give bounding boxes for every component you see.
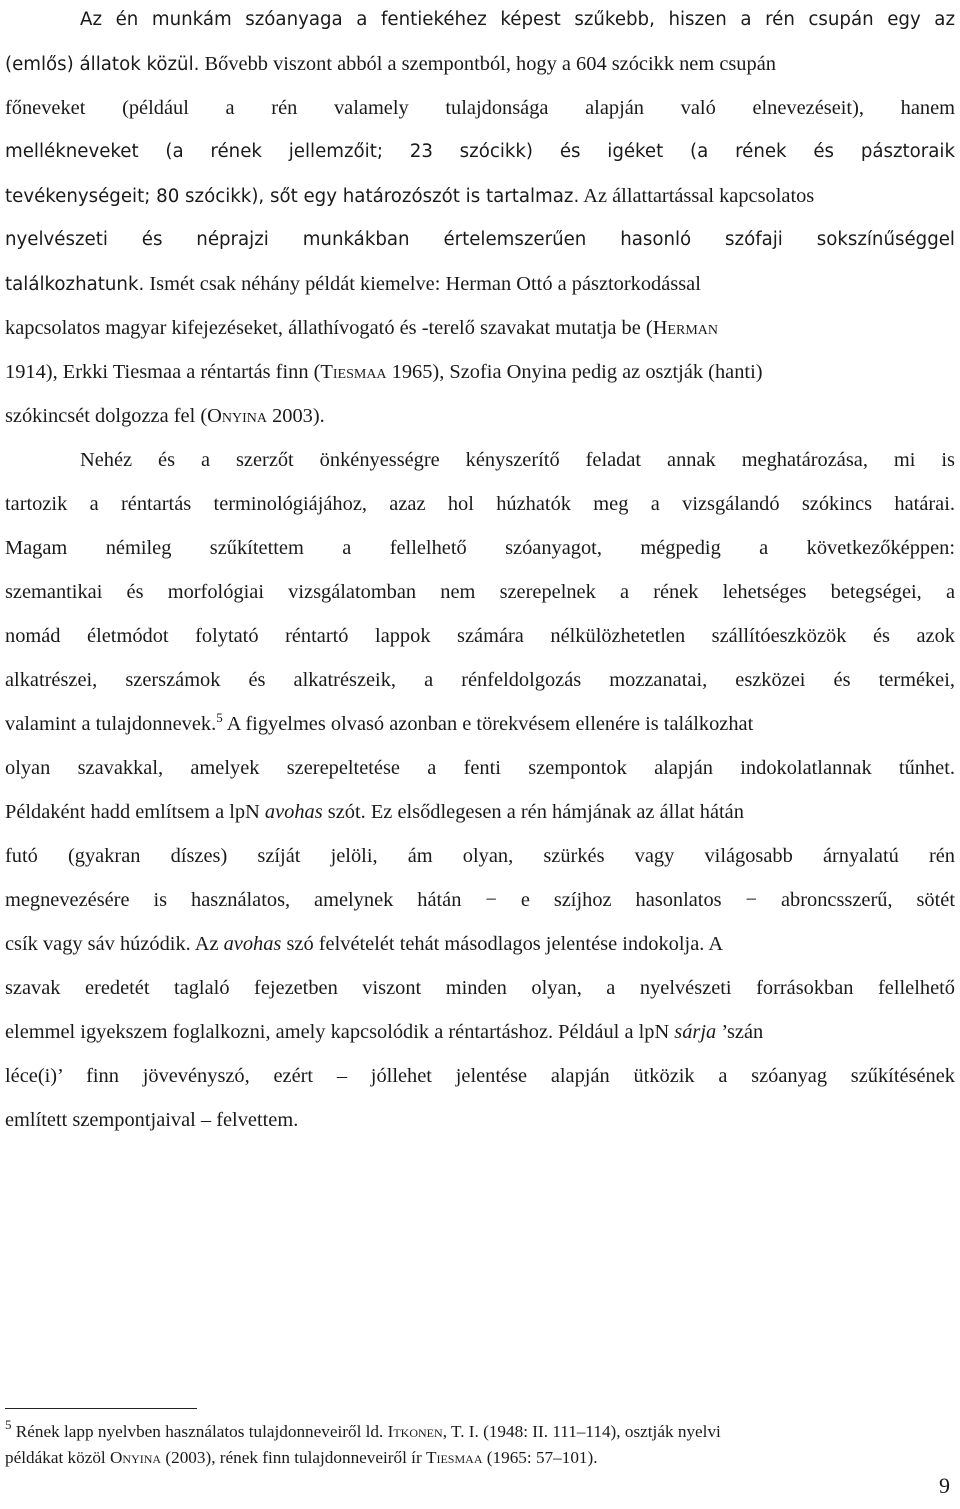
paragraph-2-line-3 bbox=[5, 533, 955, 563]
paragraph-2-line-6 bbox=[5, 665, 955, 695]
term: avohas bbox=[264, 801, 323, 823]
text: 1914), Erkki Tiesmaa a réntartás finn ( bbox=[5, 361, 321, 383]
paragraph-2-line-11 bbox=[5, 885, 955, 915]
text: kapcsolatos magyar kifejezéseket, állathívogató és -terelő szavakat mutatja be ( bbox=[5, 317, 653, 339]
text: mellékneveket (a rének jellemzőit; 23 szócikk) és igéket (a rének és pásztoraik bbox=[5, 141, 955, 162]
text: Magam némileg szűkítettem a fellelhető szóanyagot, mégpedig a következőképpen: bbox=[5, 537, 955, 559]
text: szókincsét dolgozza fel ( bbox=[5, 405, 208, 427]
paragraph-2-line-14 bbox=[5, 1017, 955, 1047]
text: futó (gyakran díszes) szíját jelöli, ám olyan, szürkés vagy világosabb árnyalatú rén bbox=[5, 845, 955, 867]
paragraph-2-line-2 bbox=[5, 489, 955, 519]
paragraph-2-line-10 bbox=[5, 841, 955, 871]
author-name: Tiesmaa bbox=[320, 361, 387, 383]
text: , T. I. (1948: II. 111–114), osztják nyelvi bbox=[442, 1422, 721, 1441]
paragraph-2-line-8 bbox=[5, 753, 955, 783]
text: ’szán bbox=[716, 1021, 764, 1043]
author-name: Herman bbox=[652, 317, 718, 339]
text: Nehéz és a szerzőt önkényességre kényszerítő feladat annak meghatározása, mi is bbox=[80, 449, 955, 471]
paragraph-2-line-1 bbox=[80, 445, 955, 475]
page-number: 9 bbox=[939, 1473, 950, 1498]
footnote-marker: 5 bbox=[5, 1417, 12, 1432]
author-name: Tiesmaa bbox=[425, 1448, 483, 1467]
paragraph-2-line-15 bbox=[5, 1061, 955, 1091]
text: említett szempontjaival – felvettem. bbox=[5, 1109, 299, 1131]
author-name: Onyina bbox=[207, 405, 267, 427]
text: szavak eredetét taglaló fejezetben viszont minden olyan, a nyelvészeti forrásokban fellelhető bbox=[5, 977, 955, 999]
footnote-separator bbox=[5, 1408, 197, 1409]
paragraph-2-line-12 bbox=[5, 929, 955, 959]
paragraph-2-line-16 bbox=[5, 1105, 955, 1135]
paragraph-1-line-8 bbox=[5, 313, 955, 343]
footnote-line-1 bbox=[5, 1419, 955, 1445]
text: valamint a tulajdonnevek. bbox=[5, 713, 217, 735]
text: A figyelmes olvasó azonban e törekvésem ellenére is találkozhat bbox=[222, 713, 754, 735]
text: Példaként hadd említsem a lpN bbox=[5, 801, 265, 823]
text: szemantikai és morfológiai vizsgálatomban nem szerepelnek a rének lehetséges betegségei, a bbox=[5, 581, 955, 603]
text: Ismét csak néhány példát kiemelve: Herman Ottó a pásztorkodással bbox=[149, 273, 701, 295]
text: (2003), rének finn tulajdonneveiről ír bbox=[161, 1448, 426, 1467]
text: Bővebb viszont abból a szempontból, hogy a 604 szócikk nem csupán bbox=[204, 53, 776, 75]
text: léce(i)’ finn jövevényszó, ezért – jóllehet jelentése alapján ütközik a szóanyag szűkítésének bbox=[5, 1065, 955, 1087]
paragraph-1-line-1 bbox=[80, 5, 955, 35]
text: 2003). bbox=[266, 405, 325, 427]
paragraph-1-line-5 bbox=[5, 181, 955, 212]
author-name: Onyina bbox=[110, 1448, 162, 1467]
text: Az állattartással kapcsolatos bbox=[583, 185, 815, 207]
footnote-line-2 bbox=[5, 1445, 955, 1471]
text: (1965: 57–101). bbox=[482, 1448, 598, 1467]
paragraph-2-line-5 bbox=[5, 621, 955, 651]
paragraph-1-line-4 bbox=[5, 137, 955, 167]
text: alkatrészei, szerszámok és alkatrészeik, a rénfeldolgozás mozzanatai, eszközei és termékei, bbox=[5, 669, 955, 691]
paragraph-1-line-3 bbox=[5, 93, 955, 123]
text: (emlős) állatok közül. bbox=[5, 54, 200, 75]
text: elemmel igyekszem foglalkozni, amely kapcsolódik a réntartáshoz. Például a lpN bbox=[5, 1021, 675, 1043]
text: megnevezésére is használatos, amelynek hátán − e szíjhoz hasonlatos − abroncsszerű, sötét bbox=[5, 889, 955, 911]
footnote-reference[interactable]: 5 bbox=[216, 710, 223, 725]
paragraph-1-line-2 bbox=[5, 49, 955, 80]
paragraph-1-line-10 bbox=[5, 401, 955, 431]
text: találkozhatunk. bbox=[5, 274, 145, 295]
text: főneveket (például a rén valamely tulajdonsága alapján való elnevezéseit), hanem bbox=[5, 97, 955, 119]
text: Rének lapp nyelvben használatos tulajdonneveiről ld. bbox=[11, 1422, 388, 1441]
text: szót. Ez elsődlegesen a rén hámjának az állat hátán bbox=[322, 801, 744, 823]
author-name: Itkonen bbox=[387, 1422, 443, 1441]
text: tevékenységeit; 80 szócikk), sőt egy határozószót is tartalmaz. bbox=[5, 186, 580, 207]
text: példákat közöl bbox=[5, 1448, 110, 1467]
paragraph-2-line-7 bbox=[5, 709, 955, 739]
text: csík vagy sáv húzódik. Az bbox=[5, 933, 224, 955]
paragraph-2-line-13 bbox=[5, 973, 955, 1003]
text: Az én munkám szóanyaga a fentiekéhez képest szűkebb, hiszen a rén csupán egy az bbox=[80, 9, 955, 30]
text: olyan szavakkal, amelyek szerepeltetése a fenti szempontok alapján indokolatlannak tűnhet. bbox=[5, 757, 955, 779]
text: nomád életmódot folytató réntartó lappok számára nélkülözhetetlen szállítóeszközök és azok bbox=[5, 625, 955, 647]
text: tartozik a réntartás terminológiájához, azaz hol húzhatók meg a vizsgálandó szókincs határai. bbox=[5, 493, 955, 515]
paragraph-2-line-4 bbox=[5, 577, 955, 607]
paragraph-1-line-9 bbox=[5, 357, 955, 387]
term: avohas bbox=[223, 933, 282, 955]
paragraph-1-line-6 bbox=[5, 225, 955, 255]
term: sárja bbox=[674, 1021, 717, 1043]
text: 1965), Szofia Onyina pedig az osztják (hanti) bbox=[386, 361, 763, 383]
paragraph-1-line-7 bbox=[5, 269, 955, 300]
text: szó felvételét tehát másodlagos jelentése indokolja. A bbox=[281, 933, 724, 955]
paragraph-2-line-9 bbox=[5, 797, 955, 827]
text: nyelvészeti és néprajzi munkákban értelemszerűen hasonló szófaji sokszínűséggel bbox=[5, 229, 955, 250]
